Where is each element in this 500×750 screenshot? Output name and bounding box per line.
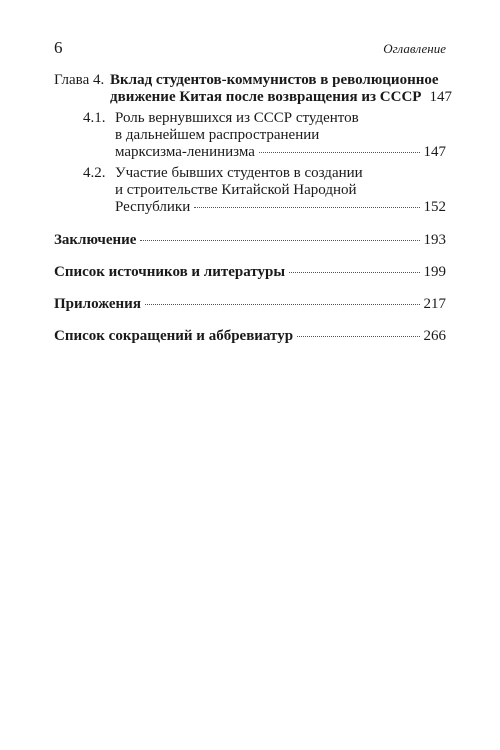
section-title-line: марксизма-ленинизма xyxy=(115,144,255,160)
dot-leader xyxy=(289,271,419,273)
dot-leader xyxy=(145,303,420,305)
entry-title: Заключение xyxy=(54,232,137,248)
chapter-title-line: Вклад студентов-коммунистов в революционное xyxy=(110,72,439,88)
section-number: 4.2. xyxy=(83,165,106,181)
page-ref: 147 xyxy=(429,89,452,105)
page-ref: 193 xyxy=(423,232,446,248)
page-ref: 147 xyxy=(423,144,446,160)
chapter-title-line: движение Китая после возвращения из СССР xyxy=(110,89,422,105)
toc-entry-sources[interactable] xyxy=(54,264,446,281)
section-number: 4.1. xyxy=(83,110,106,126)
page-ref: 199 xyxy=(423,264,446,280)
toc-entry-conclusion[interactable] xyxy=(54,232,446,249)
dot-leader xyxy=(259,151,420,153)
table-of-contents xyxy=(54,72,452,345)
toc-entry-appendices[interactable] xyxy=(54,296,446,313)
section-title-line: Роль вернувшихся из СССР студентов xyxy=(115,110,359,126)
toc-section-4-1[interactable] xyxy=(54,110,446,161)
page-ref: 152 xyxy=(423,199,446,215)
entry-title: Приложения xyxy=(54,296,141,312)
page-number: 6 xyxy=(54,38,63,57)
section-title-line: и строительстве Китайской Народной xyxy=(115,182,357,198)
entry-title: Список источников и литературы xyxy=(54,264,286,280)
page-ref: 217 xyxy=(423,296,446,312)
toc-section-4-2[interactable] xyxy=(54,165,446,216)
chapter-number: Глава 4. xyxy=(54,72,105,88)
toc-entry-abbreviations[interactable] xyxy=(54,328,446,345)
section-title-line: Участие бывших студентов в создании xyxy=(115,165,363,181)
section-title-line: Республики xyxy=(115,199,191,215)
dot-leader xyxy=(140,239,419,241)
page-ref: 266 xyxy=(423,328,446,344)
running-head: Оглавление xyxy=(383,41,446,56)
section-title-line: в дальнейшем распространении xyxy=(115,127,320,143)
toc-chapter-4[interactable] xyxy=(54,72,452,106)
dot-leader xyxy=(297,335,419,337)
dot-leader xyxy=(194,206,419,208)
entry-title: Список сокращений и аббревиатур xyxy=(54,328,294,344)
